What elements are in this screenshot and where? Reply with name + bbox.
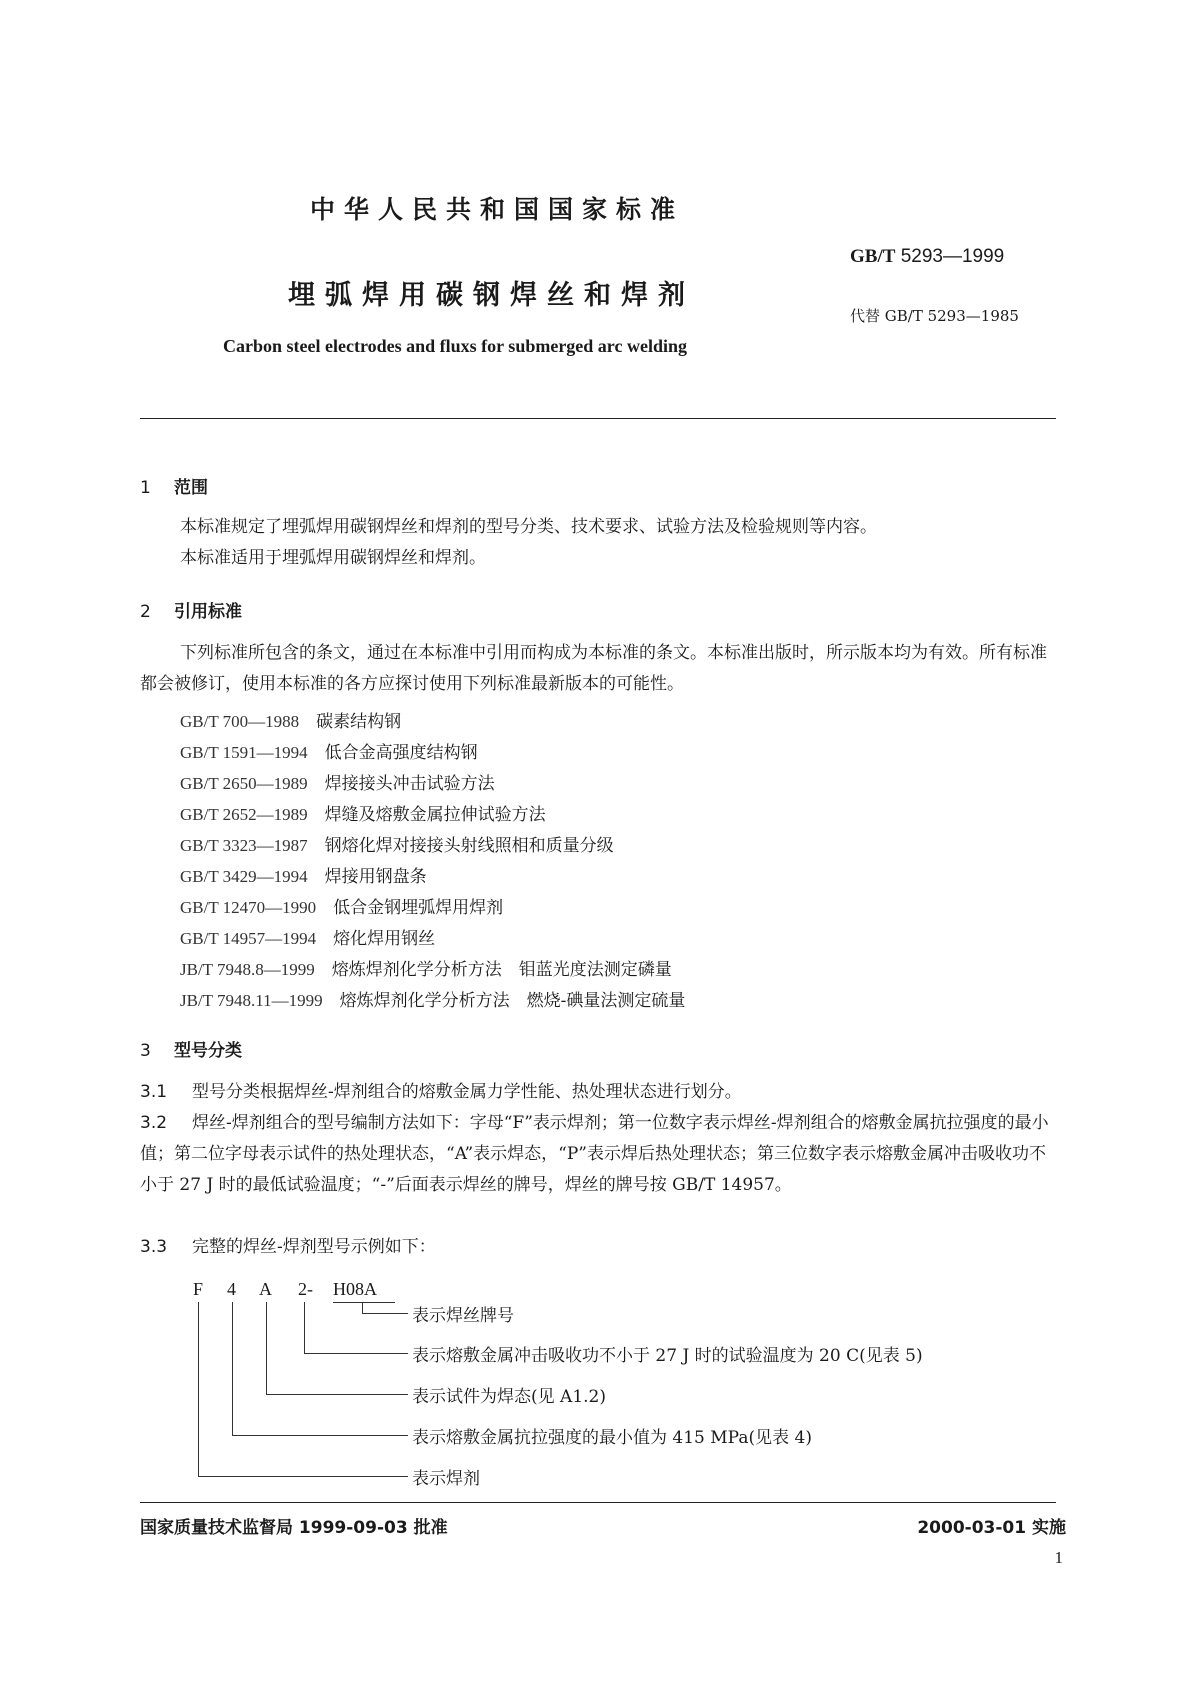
- leader-line-condition: [266, 1302, 267, 1394]
- clause-3-1: [140, 1077, 1056, 1108]
- clause-number: 3.3: [140, 1237, 168, 1257]
- designation-digit-temperature: 2-: [298, 1279, 313, 1299]
- section-1-heading: [140, 473, 208, 498]
- designation-letter-condition: A: [259, 1279, 272, 1299]
- section-number: 3: [140, 1041, 151, 1061]
- reference-code: GB/T 3323—1987: [180, 836, 308, 855]
- clause-3-2: [140, 1108, 1056, 1201]
- reference-code: GB/T 2652—1989: [180, 805, 308, 824]
- reference-item: [180, 893, 503, 918]
- approval-statement: 国家质量技术监督局 1999-09-03 批准: [140, 1518, 448, 1538]
- reference-item: [180, 769, 495, 794]
- leader-horizontal-flux: [198, 1476, 408, 1477]
- reference-title: 熔化焊用钢丝: [333, 929, 436, 949]
- section-3-heading: [140, 1036, 242, 1061]
- designation-digit-strength: 4: [227, 1279, 236, 1299]
- section-2-heading: [140, 597, 242, 622]
- section-2-intro: 下列标准所包含的条文，通过在本标准中引用而构成为本标准的条文。本标准出版时，所示版本均为有效。所有标准都会被修订，使用本标准的各方应探讨使用下列标准最新版本的可能性。: [140, 643, 1047, 694]
- designation-electrode-brand: H08A: [333, 1279, 377, 1299]
- reference-title: 钢熔化焊对接接头射线照相和质量分级: [324, 836, 614, 856]
- header-divider: [140, 418, 1056, 419]
- leader-horizontal-strength: [232, 1435, 408, 1436]
- clause-number: 3.2: [140, 1113, 168, 1133]
- section-1-paragraph: 本标准规定了埋弧焊用碳钢焊丝和焊剂的型号分类、技术要求、试验方法及检验规则等内容。: [180, 517, 877, 537]
- reference-title: 低合金高强度结构钢: [324, 743, 478, 763]
- reference-title: 焊接用钢盘条: [324, 867, 427, 887]
- description-brand: 表示焊丝牌号: [412, 1306, 514, 1326]
- section-title: 范围: [174, 478, 208, 498]
- section-1-paragraph: 本标准适用于埋弧焊用碳钢焊丝和焊剂。: [180, 548, 486, 568]
- reference-item: [180, 986, 685, 1011]
- designation-letter-flux: F: [193, 1279, 204, 1299]
- reference-title: 焊缝及熔敷金属拉伸试验方法: [324, 805, 546, 825]
- reference-item: [180, 924, 435, 949]
- reference-title: 低合金钢埋弧焊用焊剂: [333, 898, 504, 918]
- replaces-standard: 代替 GB/T 5293—1985: [850, 307, 1019, 325]
- reference-code: JB/T 7948.11—1999: [180, 991, 323, 1010]
- reference-code: GB/T 1591—1994: [180, 743, 308, 762]
- clause-number: 3.1: [140, 1082, 168, 1102]
- reference-title: 焊接接头冲击试验方法: [324, 774, 495, 794]
- section-title: 引用标准: [174, 602, 242, 622]
- leader-line-temperature: [304, 1302, 305, 1353]
- description-condition: 表示试件为焊态(见 A1.2): [412, 1387, 606, 1407]
- reference-title: 熔炼焊剂化学分析方法 燃烧-碘量法测定硫量: [339, 991, 686, 1011]
- clause-text: 型号分类根据焊丝-焊剂组合的熔敷金属力学性能、热处理状态进行划分。: [192, 1082, 742, 1102]
- footer-divider: [140, 1502, 1056, 1503]
- document-title-chinese: 埋弧焊用碳钢焊丝和焊剂: [288, 280, 695, 311]
- reference-code: GB/T 700—1988: [180, 712, 300, 731]
- reference-item: [180, 955, 672, 980]
- description-temperature: 表示熔敷金属冲击吸收功不小于 27 J 时的试验温度为 20 C(见表 5): [412, 1346, 923, 1366]
- issuing-body-title: 中华人民共和国国家标准: [310, 195, 685, 224]
- reference-code: JB/T 7948.8—1999: [180, 960, 315, 979]
- standard-code-number: 5293—1999: [900, 246, 1005, 267]
- leader-line-flux: [198, 1302, 199, 1476]
- standard-code: [850, 246, 1004, 268]
- clause-text: 完整的焊丝-焊剂型号示例如下：: [192, 1237, 436, 1257]
- clause-3-3: [140, 1232, 1056, 1263]
- leader-horizontal-condition: [266, 1394, 408, 1395]
- reference-code: GB/T 3429—1994: [180, 867, 308, 886]
- reference-item: [180, 738, 478, 763]
- implementation-date: 2000-03-01 实施: [917, 1518, 1066, 1538]
- leader-line-brand: [362, 1302, 363, 1313]
- document-title-english: Carbon steel electrodes and fluxs for submerged arc welding: [223, 336, 687, 356]
- section-number: 1: [140, 478, 151, 498]
- leader-horizontal-temperature: [304, 1353, 408, 1354]
- description-flux: 表示焊剂: [412, 1469, 480, 1489]
- reference-code: GB/T 2650—1989: [180, 774, 308, 793]
- page-number: 1: [1054, 1548, 1063, 1567]
- description-strength: 表示熔敷金属抗拉强度的最小值为 415 MPa(见表 4): [412, 1428, 812, 1448]
- reference-code: GB/T 12470—1990: [180, 898, 317, 917]
- reference-item: [180, 707, 401, 732]
- reference-title: 熔炼焊剂化学分析方法 钼蓝光度法测定磷量: [331, 960, 672, 980]
- standard-code-prefix: GB/T: [850, 246, 896, 267]
- reference-item: [180, 800, 546, 825]
- reference-item: [180, 831, 614, 856]
- section-number: 2: [140, 602, 151, 622]
- reference-title: 碳素结构钢: [316, 712, 402, 732]
- leader-line-strength: [232, 1302, 233, 1435]
- clause-text: 焊丝-焊剂组合的型号编制方法如下：字母“F”表示焊剂；第一位数字表示焊丝-焊剂组合的熔敷金属抗拉强度的最小值；第二位字母表示试件的热处理状态，“A”表示焊态，“P”表示焊后热处理状态；第三位数字表示熔敷金属冲击吸收功不小于 27 J 时的最低试验温度；“-”后面表示焊丝的牌号，焊丝的牌号按 GB/T 14957。: [140, 1113, 1049, 1195]
- reference-code: GB/T 14957—1994: [180, 929, 317, 948]
- leader-horizontal-brand: [362, 1313, 408, 1314]
- section-title: 型号分类: [174, 1041, 242, 1061]
- brand-underline: [333, 1302, 395, 1303]
- reference-item: [180, 862, 427, 887]
